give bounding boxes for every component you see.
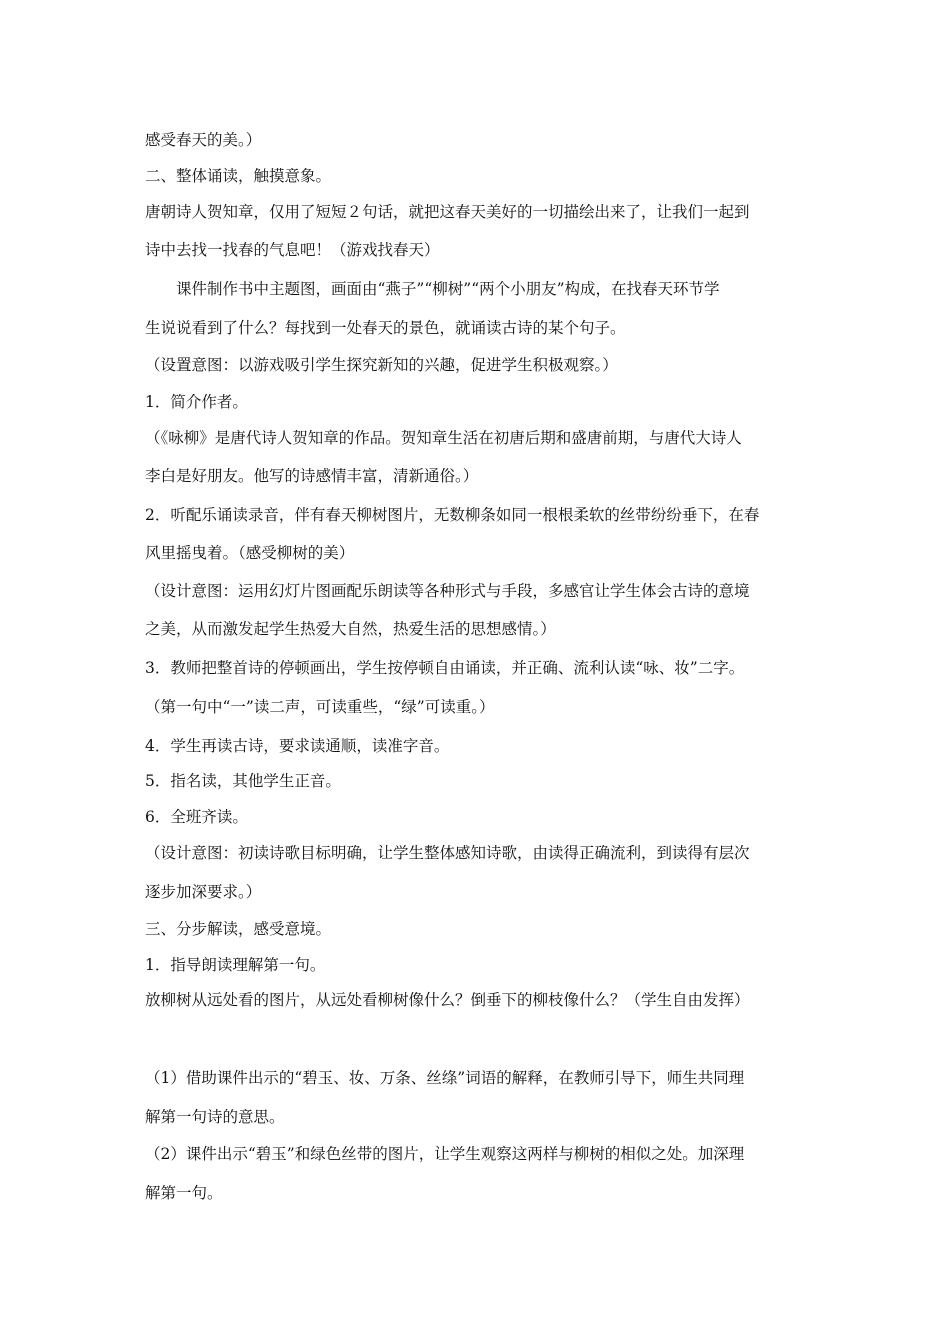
text-line: 风里摇曳着。（感受柳树的美）: [145, 544, 355, 562]
list-item: 6．全班齐读。: [145, 808, 248, 826]
design-note: （设计意图：运用幻灯片图画配乐朗读等各种形式与手段，多感官让学生体会古诗的意境: [145, 582, 750, 600]
text-line: 解第一句诗的意思。: [145, 1108, 285, 1126]
list-item: 1．简介作者。: [145, 393, 248, 411]
section-heading: 二、整体诵读，触摸意象。: [145, 167, 332, 185]
text-line: 之美，从而激发起学生热爱大自然，热爱生活的思想感情。）: [145, 620, 556, 638]
text-line: 李白是好朋友。他写的诗感情丰富，清新通俗。）: [145, 467, 479, 485]
text-line: （第一句中“一”读二声，可读重些，“绿”可读重。）: [145, 698, 495, 716]
list-item: 4．学生再读古诗，要求读通顺，读准字音。: [145, 737, 450, 755]
design-note: （设置意图：以游戏吸引学生探究新知的兴趣，促进学生积极观察。）: [145, 356, 618, 374]
text-line: 放柳树从远处看的图片，从远处看柳树像什么？倒垂下的柳枝像什么？（学生自由发挥）: [145, 991, 750, 1009]
text-line: （1）借助课件出示的“碧玉、妆、万条、丝绦”词语的解释，在教师引导下，师生共同理: [145, 1069, 745, 1087]
text-line: 唐朝诗人贺知章，仅用了短短２句话，就把这春天美好的一切描绘出来了，让我们一起到: [145, 203, 750, 221]
text-line: 感受春天的美。）: [145, 131, 262, 149]
text-line: 生说说看到了什么？每找到一处春天的景色，就诵读古诗的某个句子。: [145, 319, 626, 337]
text-line: 解第一句。: [145, 1184, 223, 1202]
list-item: 3．教师把整首诗的停顿画出，学生按停顿自由诵读，并正确、流利认读“咏、妆”二字。: [145, 659, 745, 677]
list-item: 5．指名读，其他学生正音。: [145, 772, 341, 790]
text-line: 课件制作书中主题图，画面由“燕子”“柳树”“两个小朋友”构成，在找春天环节学: [145, 280, 720, 298]
list-item: 2．听配乐诵读录音，伴有春天柳树图片，无数柳条如同一根根柔软的丝带纷纷垂下，在春: [145, 506, 760, 524]
text-line: （2）课件出示“碧玉”和绿色丝带的图片，让学生观察这两样与柳树的相似之处。加深理: [145, 1145, 745, 1163]
design-note: （设计意图：初读诗歌目标明确，让学生整体感知诗歌，由读得正确流利，到读得有层次: [145, 844, 750, 862]
section-heading: 三、分步解读，感受意境。: [145, 920, 332, 938]
text-line: 逐步加深要求。）: [145, 883, 262, 901]
list-item: 1．指导朗读理解第一句。: [145, 956, 326, 974]
text-line: （《咏柳》是唐代诗人贺知章的作品。贺知章生活在初唐后期和盛唐前期，与唐代大诗人: [145, 429, 742, 447]
text-line: 诗中去找一找春的气息吧！（游戏找春天）: [145, 241, 440, 259]
